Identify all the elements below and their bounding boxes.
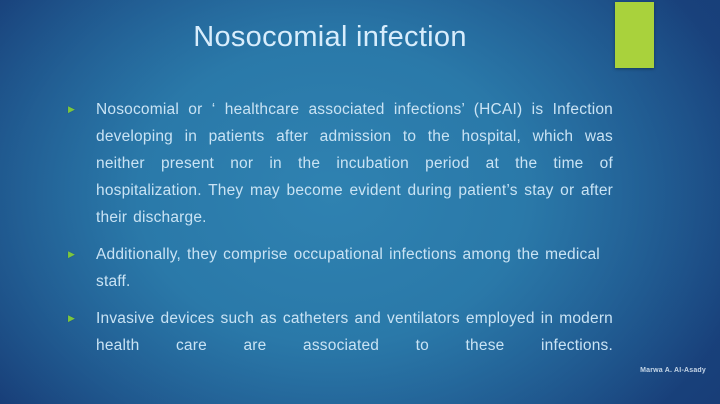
bullet-triangle-icon: ▶ xyxy=(68,104,75,114)
bullet-text: Nosocomial or ‘ healthcare associated infections’ (HCAI) is Infection developing in patients after admission to the hospital, which was neither present nor in the incubation period at the time of hospitalization. They may become evident during patient’s stay or after their discharge. xyxy=(96,101,613,226)
bullet-item xyxy=(68,241,613,295)
bullet-item xyxy=(68,96,613,231)
bullet-text: Invasive devices such as catheters and ventilators employed in modern health care are associated to these infections. xyxy=(96,310,613,354)
slide-title: Nosocomial infection xyxy=(193,21,467,53)
bullet-triangle-icon: ▶ xyxy=(68,313,75,323)
bullet-text: Additionally, they comprise occupational infections among the medical staff. xyxy=(96,246,600,290)
bullet-triangle-icon: ▶ xyxy=(68,249,75,259)
bullet-list xyxy=(68,96,613,369)
author-credit: Marwa A. Al-Asady xyxy=(640,367,706,374)
bullet-item xyxy=(68,305,613,359)
